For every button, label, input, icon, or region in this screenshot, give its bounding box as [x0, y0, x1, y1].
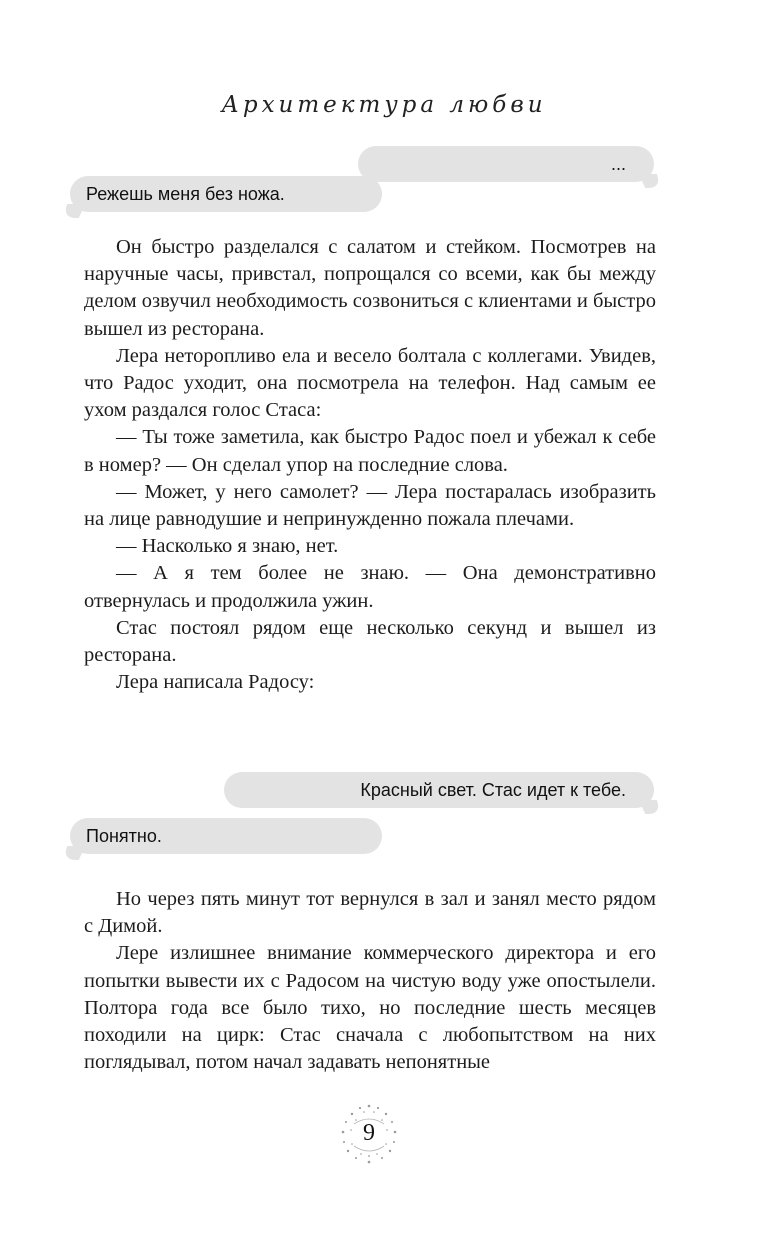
- chat-message-text: Красный свет. Стас идет к тебе.: [360, 779, 626, 800]
- chat-message-text: Понятно.: [86, 825, 162, 846]
- chat-bubble-incoming: [358, 146, 654, 182]
- bubble-tail: [61, 846, 86, 860]
- bubble-tail: [61, 204, 86, 218]
- paragraph: Лере излишнее внимание коммерческого директора и его попытки вывести их с Радосом на чистую воду уже опостылели. Полтора года все было тихо, но последние шесть месяцев походили на цирк: Стас сначала с любопытством на них поглядывал, потом начал задавать непонятные: [84, 942, 656, 1074]
- body-text-section-2: [84, 886, 656, 1076]
- bubble-tail: [639, 800, 664, 814]
- paragraph: Но через пять минут тот вернулся в зал и занял место рядом с Димой.: [84, 888, 656, 938]
- running-header: Архитектура любви: [221, 92, 547, 118]
- bubble-tail: [639, 174, 664, 188]
- chat-message-text: Режешь меня без ножа.: [86, 183, 285, 204]
- paragraph: Он быстро разделался с салатом и стейком. Посмотрев на наручные часы, привстал, попрощался со всеми, как бы между делом озвучил необходимость созвониться с клиентами и быстро вышел из ресторана.: [84, 236, 656, 340]
- paragraph: Стас постоял рядом еще несколько секунд и вышел из ресторана.: [84, 616, 656, 667]
- paragraph: — Ты тоже заметила, как быстро Радос поел и убежал к себе в номер? — Он сделал упор на последние слова.: [84, 426, 656, 476]
- paragraph: — Может, у него самолет? — Лера постаралась изобразить на лице равнодушие и непринужденно пожала плечами.: [84, 480, 656, 531]
- paragraph: Лера написала Радосу:: [116, 671, 315, 694]
- chat-bubble-outgoing: [70, 176, 382, 212]
- chat-message-text: ...: [610, 153, 626, 174]
- paragraph: — Насколько я знаю, нет.: [116, 535, 339, 558]
- paragraph: — А я тем более не знаю. — Она демонстративно отвернулась и продолжила ужин.: [84, 562, 656, 612]
- chat-bubble-outgoing: [70, 818, 382, 854]
- body-text-section-1: [84, 234, 656, 696]
- paragraph: Лера неторопливо ела и весело болтала с коллегами. Увидев, что Радос уходит, она посмотрела на телефон. Над самым ее ухом раздался голос Стаса:: [84, 344, 656, 422]
- chat-bubble-incoming: [224, 772, 654, 808]
- page-number: 9: [363, 1120, 375, 1146]
